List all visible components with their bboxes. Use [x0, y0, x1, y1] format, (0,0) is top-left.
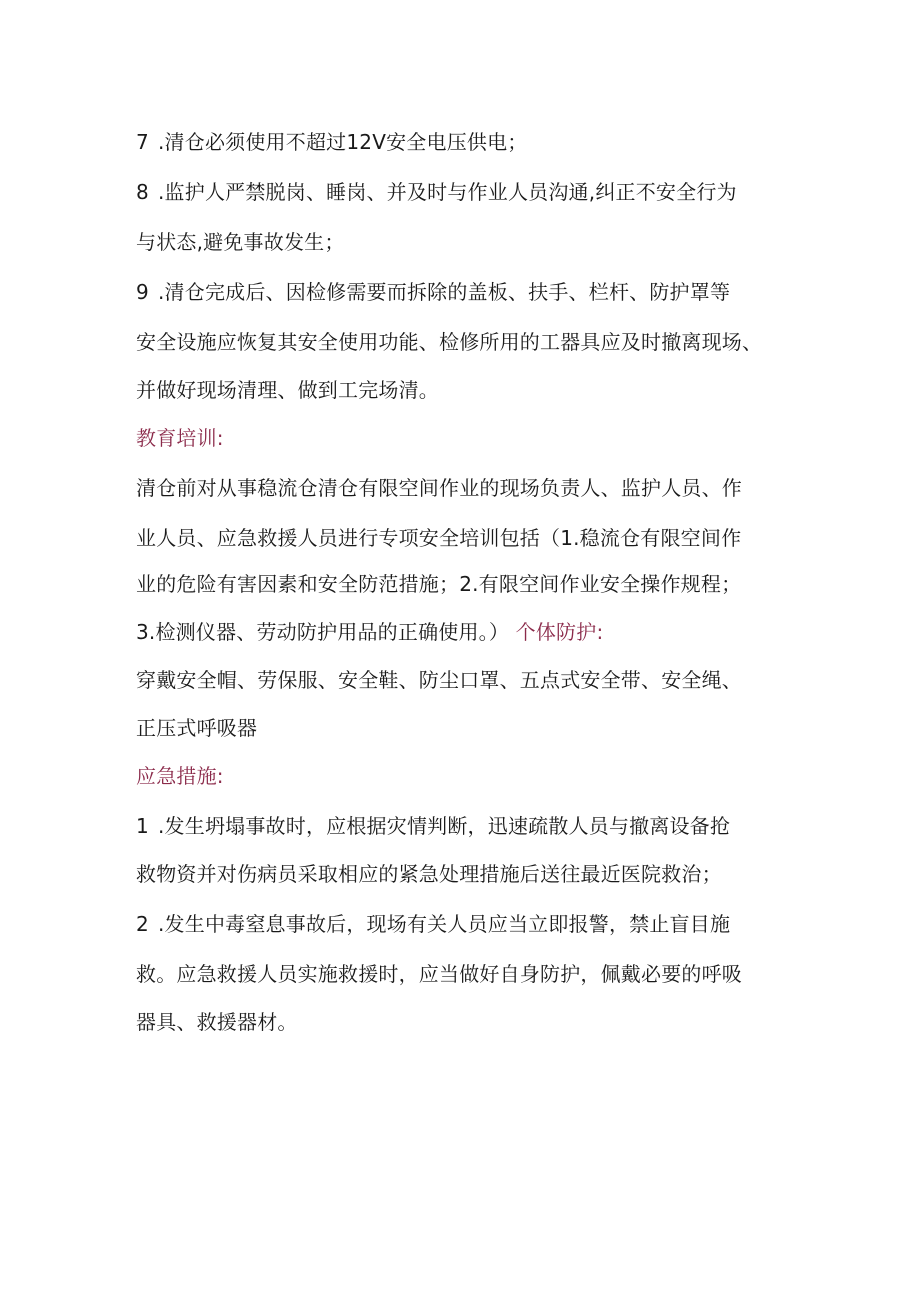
emergency-item-2-line-1 — [136, 910, 796, 938]
emergency-item-2-line-3: 器具、救援器材。 — [136, 1010, 298, 1034]
emergency-item-1-line-2: 救物资并对伤病员采取相应的紧急处理措施后送往最近医院救治； — [136, 862, 722, 886]
training-line-2: 业人员、应急救援人员进行专项安全培训包括（1.稳流仓有限空间作 — [136, 526, 742, 550]
training-line-4 — [136, 618, 796, 646]
emergency-item-1-line-1 — [136, 812, 796, 840]
training-text-4: 3.检测仪器、劳动防护用品的正确使用。） — [136, 620, 510, 644]
emergency-item-1-number: 1 — [136, 814, 149, 838]
item-7-text: .清仓必须使用不超过12V安全电压供电； — [158, 130, 528, 154]
emergency-item-2-number: 2 — [136, 912, 149, 936]
item-8-number: 8 — [136, 180, 149, 204]
training-heading: 教育培训: — [136, 426, 224, 450]
item-7-number: 7 — [136, 130, 149, 154]
protection-heading: 个体防护: — [515, 620, 604, 644]
item-9-line-3: 并做好现场清理、做到工完场清。 — [136, 378, 439, 402]
training-line-1: 清仓前对从事稳流仓清仓有限空间作业的现场负责人、监护人员、作 — [136, 476, 742, 500]
protection-line-1: 穿戴安全帽、劳保服、安全鞋、防尘口罩、五点式安全带、安全绳、 — [136, 668, 742, 692]
emergency-heading: 应急措施: — [136, 764, 224, 788]
emergency-item-1-text-1: .发生坍塌事故时，应根据灾情判断，迅速疏散人员与撤离设备抢 — [158, 814, 731, 838]
item-9-number: 9 — [136, 280, 149, 304]
item-7-line — [136, 128, 796, 156]
emergency-item-2-text-1: .发生中毒窒息事故后，现场有关人员应当立即报警，禁止盲目施 — [158, 912, 731, 936]
item-9-line-1 — [136, 278, 796, 306]
protection-line-2: 正压式呼吸器 — [136, 716, 258, 740]
emergency-item-2-line-2: 救。应急救援人员实施救援时，应当做好自身防护，佩戴必要的呼吸 — [136, 962, 742, 986]
item-9-text-1: .清仓完成后、因检修需要而拆除的盖板、扶手、栏杆、防护罩等 — [158, 280, 731, 304]
item-8-line-2: 与状态,避免事故发生； — [136, 230, 345, 254]
training-line-3: 业的危险有害因素和安全防范措施；2.有限空间作业安全操作规程； — [136, 572, 742, 596]
item-8-line-1 — [136, 178, 796, 206]
item-8-text-1: .监护人严禁脱岗、睡岗、并及时与作业人员沟通,纠正不安全行为 — [158, 180, 737, 204]
item-9-line-2: 安全设施应恢复其安全使用功能、检修所用的工器具应及时撤离现场、 — [136, 330, 763, 354]
